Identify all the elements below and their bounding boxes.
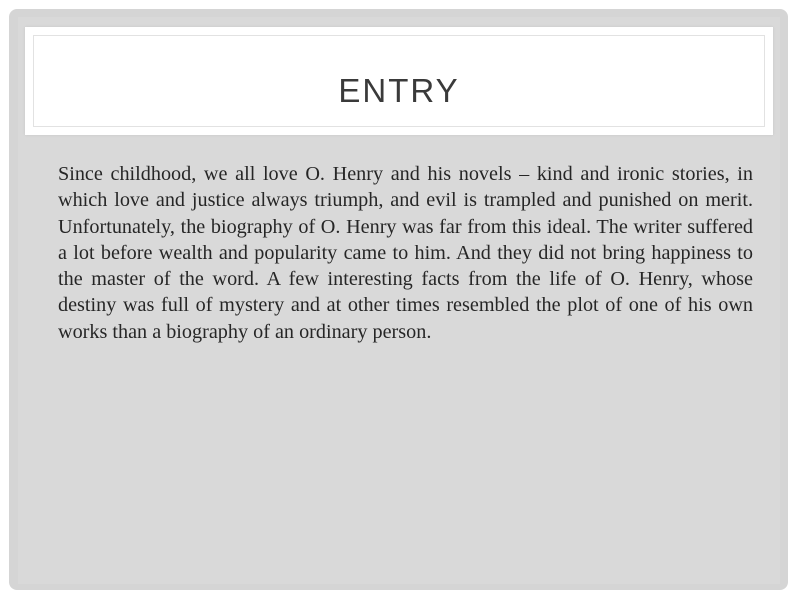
title-band xyxy=(25,27,773,135)
slide-title: ENTRY xyxy=(338,72,460,109)
slide-body-text: Since childhood, we all love O. Henry and his novels – kind and ironic stories, in which love and justice always triumph, and evil is trampled and punished on merit. Unfortunately, the biography of O. Henry was far from this ideal. The writer suffered a lot before wealth and popularity came to him. And they did not bring happiness to the master of the word. A few interesting facts from the life of O. Henry, whose destiny was full of mystery and at other times resembled the plot of one of his own works than a biography of an ordinary person. xyxy=(58,163,753,343)
slide-frame xyxy=(9,9,788,590)
